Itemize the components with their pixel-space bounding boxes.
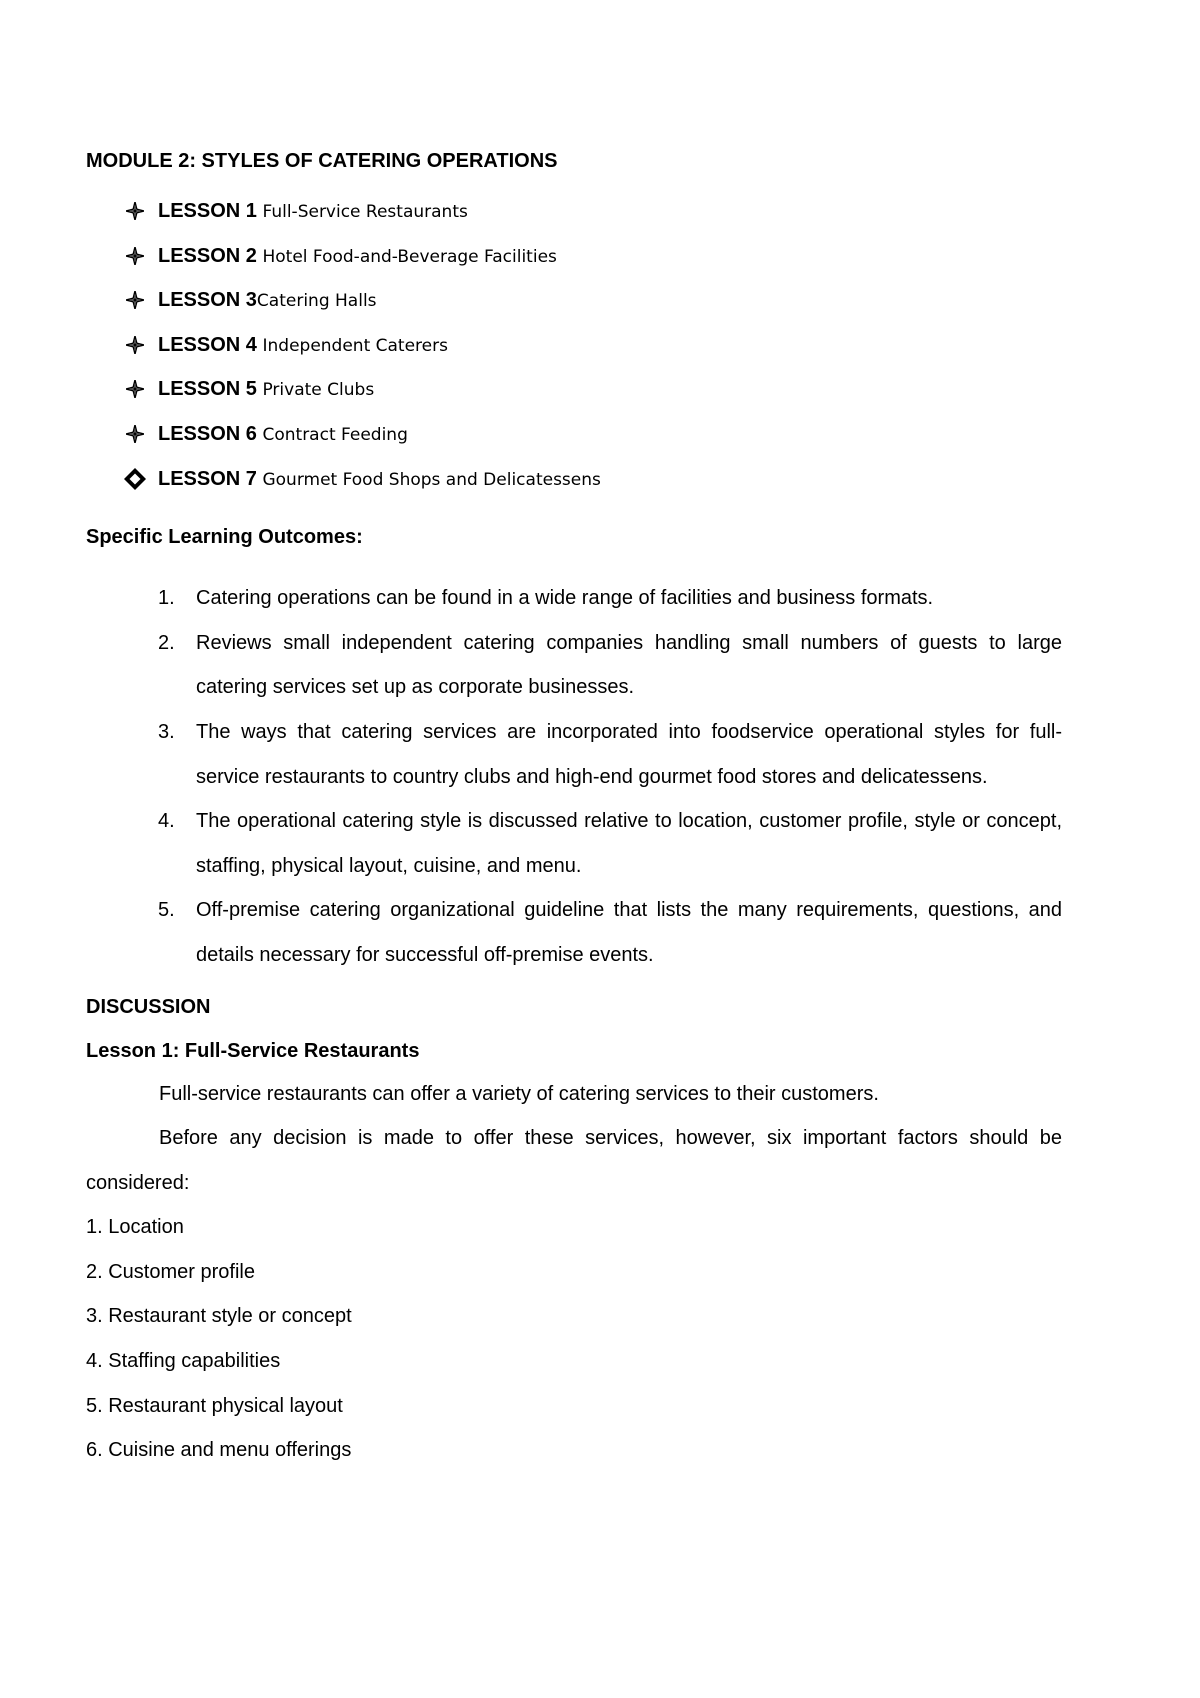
outcomes-list [86, 576, 1062, 977]
outcome-number: 5. [158, 899, 175, 922]
factor-item: 5. Restaurant physical layout [86, 1394, 343, 1417]
diamond-bullet-icon [126, 336, 144, 354]
factor-item: 1. Location [86, 1216, 184, 1239]
diamond-bullet-icon [126, 425, 144, 443]
factor-item: 2. Customer profile [86, 1260, 255, 1283]
lesson-title: Catering Halls [256, 291, 377, 312]
outcome-item [86, 799, 1062, 888]
lesson-label: LESSON 7 [158, 467, 257, 490]
outcome-text: The operational catering style is discussed relative to location, customer profile, style or concept, staffing, physical layout, cuisine, and menu. [196, 810, 1062, 877]
lesson-list [86, 196, 1062, 508]
outcome-text: Catering operations can be found in a wide range of facilities and business formats. [196, 587, 934, 610]
lesson-title: Full-Service Restaurants [262, 202, 468, 222]
outcome-number: 3. [158, 720, 175, 743]
diamond-bullet-icon [126, 247, 144, 265]
outcome-item [86, 576, 1062, 621]
lesson-label: LESSON 1 [158, 200, 257, 222]
lesson-item [86, 374, 1062, 419]
outcome-text: Off-premise catering organizational guideline that lists the many requirements, questions, and details necessary for successful off-premise events. [196, 899, 1062, 966]
factor-item: 3. Restaurant style or concept [86, 1305, 352, 1328]
lesson-item [86, 464, 1062, 509]
diamond-bullet-icon [124, 468, 146, 490]
lesson-label: LESSON 5 [158, 378, 257, 401]
discussion-heading: DISCUSSION [86, 995, 211, 1018]
factors-list [86, 1205, 1062, 1473]
lesson-label: LESSON 2 [158, 244, 257, 267]
outcomes-heading: Specific Learning Outcomes: [86, 526, 363, 549]
discussion-paragraph: Before any decision is made to offer these services, however, six important factors should be considered: [86, 1127, 1062, 1194]
diamond-bullet-icon [126, 202, 144, 220]
lesson-label: LESSON 3 [158, 289, 257, 312]
factor-item: 6. Cuisine and menu offerings [86, 1439, 352, 1462]
lesson-item [86, 196, 1062, 241]
lesson-title: Gourmet Food Shops and Delicatessens [262, 469, 601, 490]
outcome-text: The ways that catering services are incorporated into foodservice operational styles for full-service restaurants to country clubs and high-end gourmet food stores and delicatessens. [196, 720, 1062, 788]
outcome-number: 2. [158, 631, 175, 654]
diamond-bullet-icon [126, 291, 144, 309]
outcome-item [86, 888, 1062, 977]
lesson1-heading: Lesson 1: Full-Service Restaurants [86, 1039, 420, 1062]
lesson-title: Contract Feeding [262, 424, 408, 445]
lesson-label: LESSON 6 [158, 422, 257, 445]
document-content [86, 146, 1062, 1473]
lesson-item [86, 330, 1062, 375]
outcome-item [86, 710, 1062, 799]
lesson-title: Independent Caterers [262, 335, 448, 356]
outcome-number: 1. [158, 587, 175, 610]
module-title: MODULE 2: STYLES OF CATERING OPERATIONS [86, 150, 558, 172]
lesson-item [86, 419, 1062, 464]
diamond-bullet-icon [126, 380, 144, 398]
factor-item: 4. Staffing capabilities [86, 1350, 281, 1373]
outcome-text: Reviews small independent catering companies handling small numbers of guests to large catering services set up as corporate businesses. [196, 631, 1062, 699]
lesson-title: Private Clubs [262, 380, 375, 401]
lesson-title: Hotel Food-and-Beverage Facilities [262, 246, 557, 267]
lesson-item [86, 241, 1062, 286]
outcome-number: 4. [158, 810, 175, 833]
lesson-item [86, 285, 1062, 330]
lesson-label: LESSON 4 [158, 333, 257, 356]
discussion-paragraph: Full-service restaurants can offer a variety of catering services to their customers. [159, 1082, 879, 1105]
outcome-item [86, 621, 1062, 710]
